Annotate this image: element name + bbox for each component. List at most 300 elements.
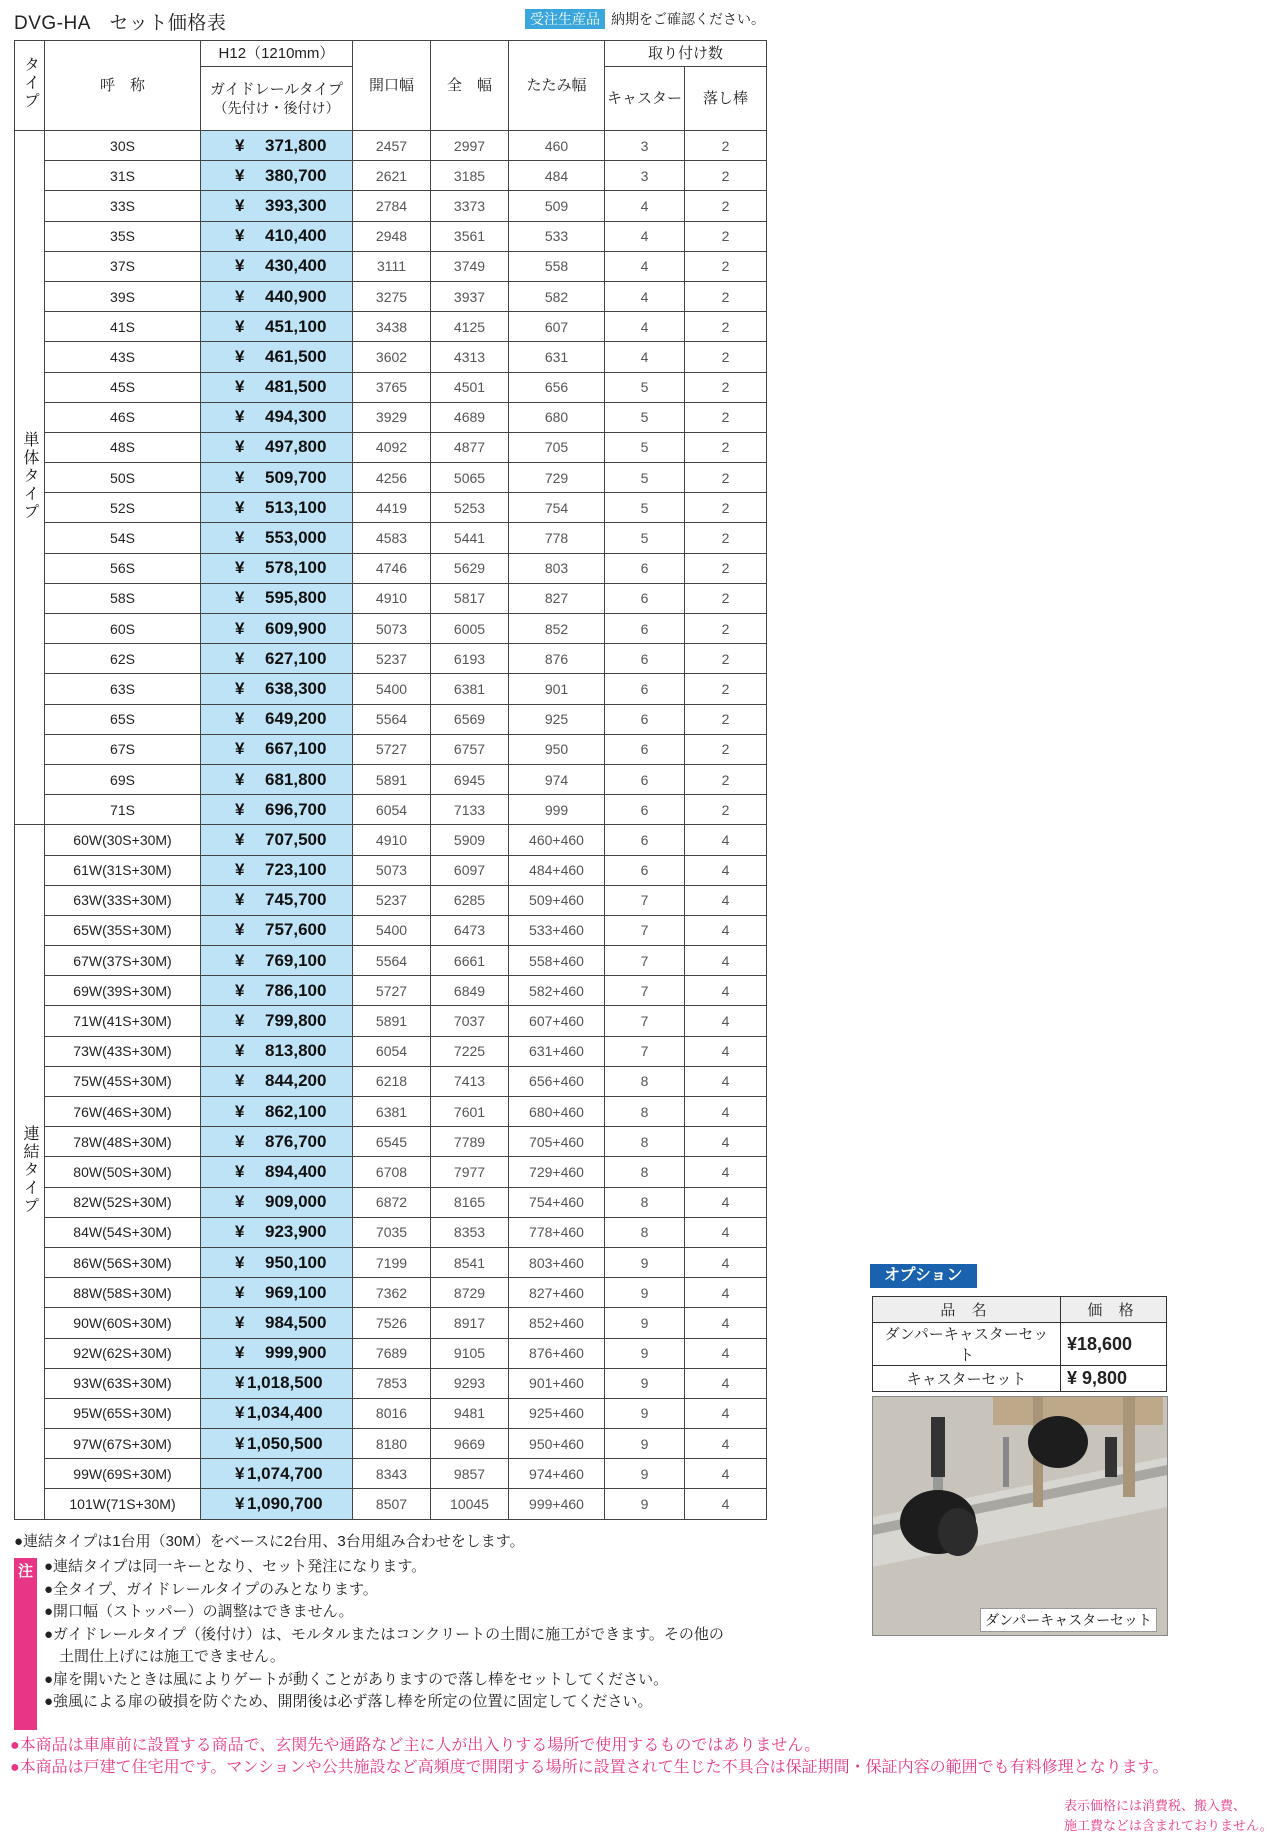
row-name: 56S — [45, 553, 201, 583]
row-name: 82W(52S+30M) — [45, 1187, 201, 1217]
type-group-linked: 連結タイプ — [15, 825, 45, 1519]
row-caster: 6 — [605, 734, 685, 764]
caution-item: ●連結タイプは同一キーとなり、セット発注になります。 — [44, 1558, 427, 1575]
row-name: 86W(56S+30M) — [45, 1247, 201, 1277]
row-name: 76W(46S+30M) — [45, 1097, 201, 1127]
table-row — [15, 131, 767, 161]
row-price: ¥ 380,700 — [201, 161, 353, 191]
row-price: ¥ 786,100 — [201, 976, 353, 1006]
row-folded: 705 — [509, 432, 605, 462]
row-name: 60W(30S+30M) — [45, 825, 201, 855]
row-folded: 656+460 — [509, 1066, 605, 1096]
row-total: 9105 — [431, 1338, 509, 1368]
header-drop-rod: 落し棒 — [685, 67, 767, 131]
row-name: 58S — [45, 583, 201, 613]
row-name: 101W(71S+30M) — [45, 1489, 201, 1519]
row-total: 4689 — [431, 402, 509, 432]
caster-photo — [872, 1396, 1168, 1636]
header-caster: キャスター — [605, 67, 685, 131]
row-drop-rod: 4 — [685, 1066, 767, 1096]
row-drop-rod: 2 — [685, 402, 767, 432]
row-folded: 631 — [509, 342, 605, 372]
row-opening: 7853 — [353, 1368, 431, 1398]
header-total: 全 幅 — [431, 41, 509, 131]
row-opening: 5564 — [353, 946, 431, 976]
header-name: 呼 称 — [45, 41, 201, 131]
table-row — [15, 946, 767, 976]
row-caster: 8 — [605, 1157, 685, 1187]
row-total: 2997 — [431, 131, 509, 161]
row-name: 78W(48S+30M) — [45, 1127, 201, 1157]
row-folded: 827+460 — [509, 1278, 605, 1308]
row-price: ¥ 681,800 — [201, 764, 353, 794]
row-name: 62S — [45, 644, 201, 674]
row-opening: 4419 — [353, 493, 431, 523]
row-price: ¥ 371,800 — [201, 131, 353, 161]
table-row — [15, 281, 767, 311]
row-opening: 4583 — [353, 523, 431, 553]
row-price: ¥ 844,200 — [201, 1066, 353, 1096]
row-drop-rod: 4 — [685, 1429, 767, 1459]
table-row — [15, 764, 767, 794]
row-folded: 705+460 — [509, 1127, 605, 1157]
row-caster: 6 — [605, 644, 685, 674]
option-item-name: キャスターセット — [873, 1366, 1061, 1392]
row-folded: 950+460 — [509, 1429, 605, 1459]
row-caster: 6 — [605, 855, 685, 885]
row-price: ¥ 440,900 — [201, 281, 353, 311]
row-drop-rod: 4 — [685, 885, 767, 915]
caution-item: ●全タイプ、ガイドレールタイプのみとなります。 — [44, 1580, 378, 1598]
row-total: 6849 — [431, 976, 509, 1006]
row-opening: 5891 — [353, 1006, 431, 1036]
row-caster: 6 — [605, 825, 685, 855]
header-opening: 開口幅 — [353, 41, 431, 131]
row-drop-rod: 4 — [685, 1459, 767, 1489]
row-name: 84W(54S+30M) — [45, 1217, 201, 1247]
row-opening: 6218 — [353, 1066, 431, 1096]
row-drop-rod: 2 — [685, 674, 767, 704]
row-name: 43S — [45, 342, 201, 372]
row-opening: 3929 — [353, 402, 431, 432]
option-row — [873, 1366, 1167, 1392]
row-caster: 4 — [605, 191, 685, 221]
caution-item: ●強風による扉の破損を防ぐため、開閉後は必ず落し棒を所定の位置に固定してください。 — [44, 1693, 653, 1710]
row-price: ¥ 757,600 — [201, 915, 353, 945]
table-row — [15, 161, 767, 191]
header-guide-rail-label: ガイドレールタイプ — [210, 80, 343, 98]
row-price: ¥ 649,200 — [201, 704, 353, 734]
row-caster: 8 — [605, 1187, 685, 1217]
table-row — [15, 885, 767, 915]
row-caster: 4 — [605, 221, 685, 251]
row-price: ¥ 769,100 — [201, 946, 353, 976]
row-price: ¥ 984,500 — [201, 1308, 353, 1338]
option-table — [872, 1296, 1167, 1392]
table-row — [15, 191, 767, 221]
table-row — [15, 221, 767, 251]
row-total: 7225 — [431, 1036, 509, 1066]
row-price: ¥ 667,100 — [201, 734, 353, 764]
row-caster: 8 — [605, 1066, 685, 1096]
row-drop-rod: 2 — [685, 161, 767, 191]
row-total: 9669 — [431, 1429, 509, 1459]
row-folded: 729 — [509, 463, 605, 493]
row-drop-rod: 2 — [685, 372, 767, 402]
row-caster: 9 — [605, 1429, 685, 1459]
row-total: 7601 — [431, 1097, 509, 1127]
row-total: 6381 — [431, 674, 509, 704]
row-opening: 7689 — [353, 1338, 431, 1368]
row-folded: 558 — [509, 251, 605, 281]
row-total: 6193 — [431, 644, 509, 674]
type-group-single: 単体タイプ — [15, 131, 45, 825]
row-drop-rod: 4 — [685, 976, 767, 1006]
row-price: ¥ 481,500 — [201, 372, 353, 402]
row-caster: 9 — [605, 1308, 685, 1338]
row-opening: 3602 — [353, 342, 431, 372]
row-name: 63W(33S+30M) — [45, 885, 201, 915]
row-opening: 4092 — [353, 432, 431, 462]
row-opening: 5237 — [353, 885, 431, 915]
table-row — [15, 1247, 767, 1277]
option-row — [873, 1323, 1167, 1366]
table-row — [15, 1006, 767, 1036]
row-drop-rod: 2 — [685, 221, 767, 251]
table-row — [15, 1489, 767, 1519]
row-total: 5441 — [431, 523, 509, 553]
row-folded: 852+460 — [509, 1308, 605, 1338]
row-drop-rod: 4 — [685, 855, 767, 885]
row-price: ¥ 999,900 — [201, 1338, 353, 1368]
table-row — [15, 1338, 767, 1368]
row-drop-rod: 2 — [685, 583, 767, 613]
row-price: ¥ 923,900 — [201, 1217, 353, 1247]
table-row — [15, 372, 767, 402]
price-table-body — [15, 131, 767, 1520]
header-folded: たたみ幅 — [509, 41, 605, 131]
row-name: 33S — [45, 191, 201, 221]
row-folded: 582 — [509, 281, 605, 311]
row-opening: 2948 — [353, 221, 431, 251]
row-caster: 8 — [605, 1097, 685, 1127]
row-drop-rod: 4 — [685, 1278, 767, 1308]
row-total: 6569 — [431, 704, 509, 734]
row-folded: 484 — [509, 161, 605, 191]
row-caster: 6 — [605, 583, 685, 613]
row-name: 99W(69S+30M) — [45, 1459, 201, 1489]
row-opening: 5073 — [353, 855, 431, 885]
row-total: 9293 — [431, 1368, 509, 1398]
row-name: 75W(45S+30M) — [45, 1066, 201, 1096]
row-total: 7133 — [431, 795, 509, 825]
delivery-note: 納期をご確認ください。 — [611, 11, 765, 27]
row-price: ¥ 578,100 — [201, 553, 353, 583]
table-row — [15, 644, 767, 674]
row-opening: 7199 — [353, 1247, 431, 1277]
row-price: ¥ 745,700 — [201, 885, 353, 915]
option-col-price: 価 格 — [1061, 1297, 1167, 1323]
row-drop-rod: 4 — [685, 1368, 767, 1398]
row-folded: 582+460 — [509, 976, 605, 1006]
table-row — [15, 614, 767, 644]
row-name: 65S — [45, 704, 201, 734]
row-opening: 8343 — [353, 1459, 431, 1489]
row-opening: 6381 — [353, 1097, 431, 1127]
row-folded: 901+460 — [509, 1368, 605, 1398]
option-heading: オプション — [870, 1264, 977, 1288]
caution-item: ●扉を開いたときは風によりゲートが動くことがありますので落し棒をセットしてください。 — [44, 1670, 669, 1688]
row-total: 6757 — [431, 734, 509, 764]
table-row — [15, 734, 767, 764]
option-item-price: ¥18,600 — [1061, 1323, 1167, 1366]
row-price: ¥ 430,400 — [201, 251, 353, 281]
row-caster: 5 — [605, 432, 685, 462]
row-drop-rod: 4 — [685, 1247, 767, 1277]
tax-note — [1064, 1796, 1273, 1836]
caution-item: ●ガイドレールタイプ（後付け）は、モルタルまたはコンクリートの土間に施工ができます。その他の — [44, 1625, 724, 1643]
row-folded: 484+460 — [509, 855, 605, 885]
table-row — [15, 825, 767, 855]
row-caster: 4 — [605, 251, 685, 281]
row-price: ¥ 876,700 — [201, 1127, 353, 1157]
row-caster: 7 — [605, 885, 685, 915]
row-total: 5909 — [431, 825, 509, 855]
row-total: 5065 — [431, 463, 509, 493]
row-total: 8917 — [431, 1308, 509, 1338]
table-row — [15, 583, 767, 613]
row-drop-rod: 2 — [685, 795, 767, 825]
row-drop-rod: 2 — [685, 553, 767, 583]
row-caster: 4 — [605, 342, 685, 372]
row-folded: 460 — [509, 131, 605, 161]
row-folded: 999 — [509, 795, 605, 825]
row-total: 5629 — [431, 553, 509, 583]
row-caster: 3 — [605, 131, 685, 161]
row-opening: 4256 — [353, 463, 431, 493]
row-name: 69S — [45, 764, 201, 794]
row-folded: 974+460 — [509, 1459, 605, 1489]
row-caster: 6 — [605, 674, 685, 704]
row-folded: 778+460 — [509, 1217, 605, 1247]
row-drop-rod: 2 — [685, 432, 767, 462]
row-name: 71W(41S+30M) — [45, 1006, 201, 1036]
header-height-group: H12（1210mm） — [201, 41, 353, 67]
table-row — [15, 1127, 767, 1157]
row-name: 67S — [45, 734, 201, 764]
row-total: 4313 — [431, 342, 509, 372]
caution-box — [14, 1558, 37, 1730]
row-opening: 5073 — [353, 614, 431, 644]
row-price: ¥ 969,100 — [201, 1278, 353, 1308]
row-name: 61W(31S+30M) — [45, 855, 201, 885]
row-drop-rod: 4 — [685, 1157, 767, 1187]
row-folded: 803 — [509, 553, 605, 583]
row-drop-rod: 4 — [685, 1308, 767, 1338]
row-total: 4877 — [431, 432, 509, 462]
row-caster: 6 — [605, 704, 685, 734]
row-name: 65W(35S+30M) — [45, 915, 201, 945]
row-folded: 631+460 — [509, 1036, 605, 1066]
row-total: 3373 — [431, 191, 509, 221]
row-folded: 509+460 — [509, 885, 605, 915]
row-price: ¥ 410,400 — [201, 221, 353, 251]
row-name: 48S — [45, 432, 201, 462]
row-caster: 6 — [605, 614, 685, 644]
row-total: 9857 — [431, 1459, 509, 1489]
table-row — [15, 704, 767, 734]
row-price: ¥ 451,100 — [201, 312, 353, 342]
tax-note-line: 施工費などは含まれておりません。 — [1064, 1818, 1273, 1833]
row-caster: 9 — [605, 1459, 685, 1489]
row-total: 6005 — [431, 614, 509, 644]
row-drop-rod: 4 — [685, 1097, 767, 1127]
row-caster: 6 — [605, 764, 685, 794]
row-opening: 6054 — [353, 1036, 431, 1066]
row-total: 5817 — [431, 583, 509, 613]
row-opening: 5727 — [353, 734, 431, 764]
row-price: ¥ 696,700 — [201, 795, 353, 825]
row-caster: 5 — [605, 372, 685, 402]
row-caster: 7 — [605, 1036, 685, 1066]
row-opening: 7526 — [353, 1308, 431, 1338]
row-name: 93W(63S+30M) — [45, 1368, 201, 1398]
row-caster: 6 — [605, 795, 685, 825]
row-price: ¥ 1,018,500 — [201, 1368, 353, 1398]
row-opening: 5400 — [353, 915, 431, 945]
row-caster: 7 — [605, 976, 685, 1006]
row-opening: 4910 — [353, 825, 431, 855]
row-price: ¥ 509,700 — [201, 463, 353, 493]
row-name: 45S — [45, 372, 201, 402]
row-total: 6097 — [431, 855, 509, 885]
row-price: ¥ 813,800 — [201, 1036, 353, 1066]
table-row — [15, 1278, 767, 1308]
table-row — [15, 251, 767, 281]
row-folded: 607 — [509, 312, 605, 342]
row-caster: 7 — [605, 946, 685, 976]
row-total: 8165 — [431, 1187, 509, 1217]
table-row — [15, 463, 767, 493]
row-folded: 876+460 — [509, 1338, 605, 1368]
row-drop-rod: 2 — [685, 764, 767, 794]
row-price: ¥ 1,034,400 — [201, 1398, 353, 1428]
row-caster: 8 — [605, 1127, 685, 1157]
row-total: 9481 — [431, 1398, 509, 1428]
row-price: ¥ 862,100 — [201, 1097, 353, 1127]
table-row — [15, 1097, 767, 1127]
caution-list — [44, 1556, 774, 1714]
row-folded: 533 — [509, 221, 605, 251]
row-name: 80W(50S+30M) — [45, 1157, 201, 1187]
row-total: 10045 — [431, 1489, 509, 1519]
row-folded: 558+460 — [509, 946, 605, 976]
row-total: 8729 — [431, 1278, 509, 1308]
row-caster: 7 — [605, 1006, 685, 1036]
row-folded: 754+460 — [509, 1187, 605, 1217]
row-total: 3185 — [431, 161, 509, 191]
row-price: ¥ 950,100 — [201, 1247, 353, 1277]
row-name: 67W(37S+30M) — [45, 946, 201, 976]
row-caster: 5 — [605, 493, 685, 523]
table-row — [15, 1308, 767, 1338]
row-folded: 533+460 — [509, 915, 605, 945]
row-drop-rod: 4 — [685, 915, 767, 945]
row-opening: 7362 — [353, 1278, 431, 1308]
row-price: ¥ 799,800 — [201, 1006, 353, 1036]
row-drop-rod: 4 — [685, 1036, 767, 1066]
row-caster: 9 — [605, 1338, 685, 1368]
row-opening: 6872 — [353, 1187, 431, 1217]
row-opening: 3111 — [353, 251, 431, 281]
row-total: 8541 — [431, 1247, 509, 1277]
row-price: ¥ 1,090,700 — [201, 1489, 353, 1519]
row-name: 95W(65S+30M) — [45, 1398, 201, 1428]
option-item-price: ¥ 9,800 — [1061, 1366, 1167, 1392]
row-name: 88W(58S+30M) — [45, 1278, 201, 1308]
table-row — [15, 1217, 767, 1247]
row-drop-rod: 2 — [685, 614, 767, 644]
row-folded: 852 — [509, 614, 605, 644]
row-drop-rod: 2 — [685, 704, 767, 734]
row-folded: 680+460 — [509, 1097, 605, 1127]
row-name: 90W(60S+30M) — [45, 1308, 201, 1338]
row-name: 37S — [45, 251, 201, 281]
row-opening: 7035 — [353, 1217, 431, 1247]
table-row — [15, 1036, 767, 1066]
row-caster: 7 — [605, 915, 685, 945]
important-note: ●本商品は車庫前に設置する商品で、玄関先や通路など主に人が出入りする場所で使用するものではありません。 — [10, 1737, 821, 1754]
row-opening: 6708 — [353, 1157, 431, 1187]
row-price: ¥ 553,000 — [201, 523, 353, 553]
row-drop-rod: 4 — [685, 1398, 767, 1428]
row-opening: 5400 — [353, 674, 431, 704]
row-total: 3561 — [431, 221, 509, 251]
row-folded: 680 — [509, 402, 605, 432]
row-name: 41S — [45, 312, 201, 342]
row-drop-rod: 2 — [685, 281, 767, 311]
row-caster: 9 — [605, 1278, 685, 1308]
row-price: ¥ 497,800 — [201, 432, 353, 462]
table-row — [15, 1398, 767, 1428]
row-folded: 950 — [509, 734, 605, 764]
row-price: ¥ 513,100 — [201, 493, 353, 523]
table-row — [15, 1459, 767, 1489]
row-total: 4501 — [431, 372, 509, 402]
row-name: 73W(43S+30M) — [45, 1036, 201, 1066]
header-mount-group: 取り付け数 — [605, 41, 767, 67]
important-notes — [10, 1735, 1168, 1779]
row-folded: 999+460 — [509, 1489, 605, 1519]
row-opening: 5727 — [353, 976, 431, 1006]
row-caster: 4 — [605, 312, 685, 342]
row-drop-rod: 2 — [685, 644, 767, 674]
row-caster: 5 — [605, 402, 685, 432]
row-name: 69W(39S+30M) — [45, 976, 201, 1006]
row-total: 4125 — [431, 312, 509, 342]
row-price: ¥ 894,400 — [201, 1157, 353, 1187]
row-drop-rod: 2 — [685, 251, 767, 281]
row-caster: 8 — [605, 1217, 685, 1247]
row-drop-rod: 4 — [685, 1187, 767, 1217]
price-table — [14, 40, 767, 1520]
row-opening: 6545 — [353, 1127, 431, 1157]
row-opening: 3765 — [353, 372, 431, 402]
row-name: 52S — [45, 493, 201, 523]
row-name: 30S — [45, 131, 201, 161]
header-type: タイプ — [15, 41, 45, 131]
row-caster: 4 — [605, 281, 685, 311]
